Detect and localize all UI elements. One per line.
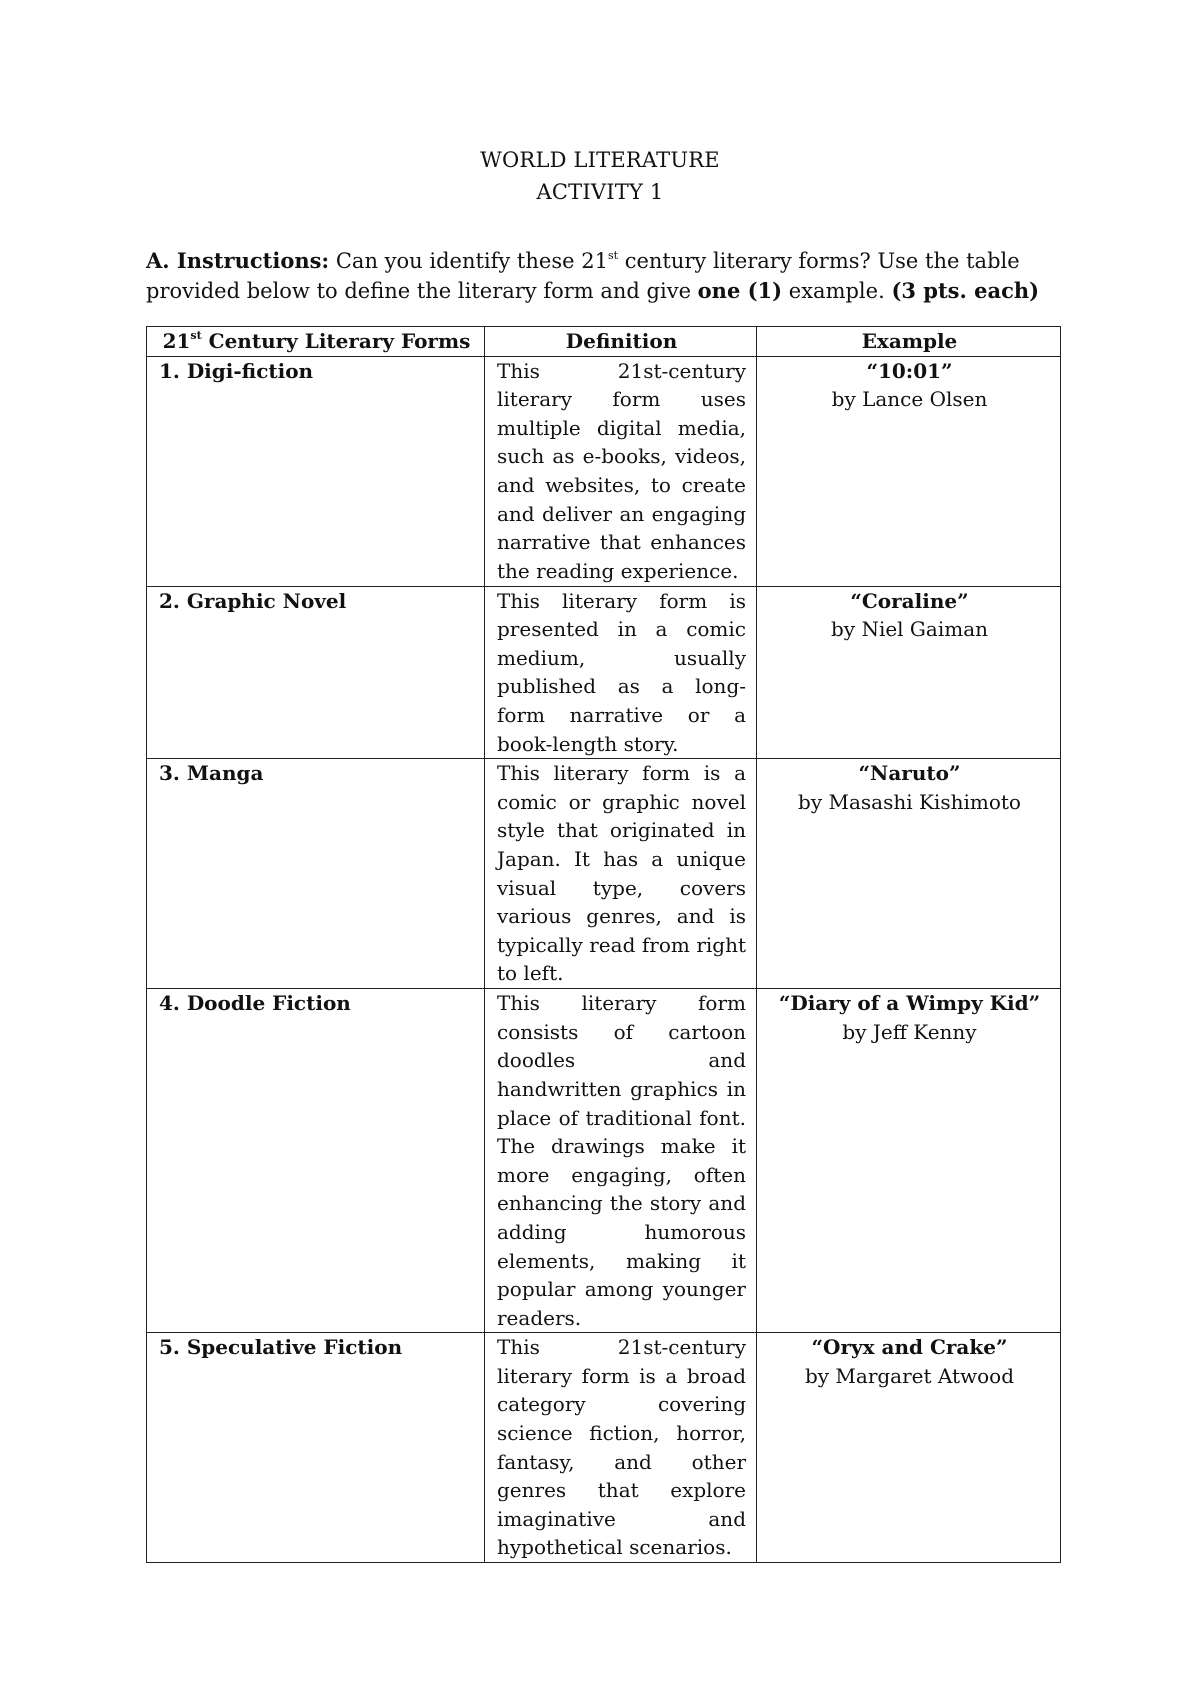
example-author: by Jeff Kenny — [842, 1019, 977, 1044]
example-cell — [757, 989, 1061, 1333]
example-title: “Coraline” — [850, 588, 969, 613]
instructions-text-2: century literary forms? Use the table provided below to define the literary form and give — [146, 249, 1020, 303]
header-literary-forms — [147, 327, 485, 357]
definition-cell: This literary form consists of cartoon doodles and handwritten graphics in place of traditional font. The drawings make it more engaging, often enhancing the story and adding humorous elements, making it popular among younger readers. — [485, 989, 757, 1333]
instructions-text-3: example. — [782, 279, 892, 303]
header-form-sup: st — [190, 329, 202, 342]
example-title: “Diary of a Wimpy Kid” — [778, 991, 1041, 1016]
example-title: “10:01” — [866, 358, 953, 383]
form-name-cell: 3. Manga — [147, 759, 485, 989]
example-cell — [757, 586, 1061, 759]
definition-cell: This 21st-century literary form is a broad category covering science fiction, horror, fantasy, and other genres that explore imaginative and hypothetical scenarios. — [485, 1333, 757, 1563]
table-row — [147, 1333, 1061, 1563]
form-name-cell: 4. Doodle Fiction — [147, 989, 485, 1333]
header-form-prefix: 21 — [162, 329, 191, 353]
table-row — [147, 586, 1061, 759]
example-cell — [757, 356, 1061, 586]
definition-cell: This 21st-century literary form uses multiple digital media, such as e-books, videos, and websites, to create and deliver an engaging narrative that enhances the reading experience. — [485, 356, 757, 586]
instructions-paragraph — [146, 246, 1076, 306]
instructions-count: one (1) — [697, 278, 783, 303]
header-form-suffix: Century Literary Forms — [201, 329, 471, 353]
instructions-points: (3 pts. each) — [891, 278, 1040, 303]
example-author: by Niel Gaiman — [830, 617, 988, 642]
example-author: by Lance Olsen — [831, 387, 988, 412]
example-author: by Margaret Atwood — [804, 1363, 1015, 1388]
literary-forms-table — [146, 326, 1061, 1563]
header-example: Example — [757, 327, 1061, 357]
form-name-cell: 2. Graphic Novel — [147, 586, 485, 759]
instructions-label: A. Instructions: — [146, 248, 330, 273]
definition-cell: This literary form is presented in a comic medium, usually published as a long-form narrative or a book-length story. — [485, 586, 757, 759]
activity-title: ACTIVITY 1 — [536, 180, 664, 204]
table-row — [147, 759, 1061, 989]
header-definition: Definition — [485, 327, 757, 357]
example-author: by Masashi Kishimoto — [798, 789, 1021, 814]
example-cell — [757, 1333, 1061, 1563]
document-title: WORLD LITERATURE — [480, 148, 720, 172]
instructions-text-1: Can you identify these 21 — [329, 249, 608, 273]
instructions-sup: st — [607, 249, 619, 262]
example-title: “Naruto” — [858, 761, 961, 786]
definition-cell: This literary form is a comic or graphic novel style that originated in Japan. It has a unique visual type, covers various genres, and is typically read from right to left. — [485, 759, 757, 989]
table-row — [147, 989, 1061, 1333]
table-row — [147, 356, 1061, 586]
form-name-cell: 1. Digi-fiction — [147, 356, 485, 586]
form-name-cell: 5. Speculative Fiction — [147, 1333, 485, 1563]
example-title: “Oryx and Crake” — [811, 1335, 1008, 1360]
table-header-row — [147, 327, 1061, 357]
example-cell — [757, 759, 1061, 989]
